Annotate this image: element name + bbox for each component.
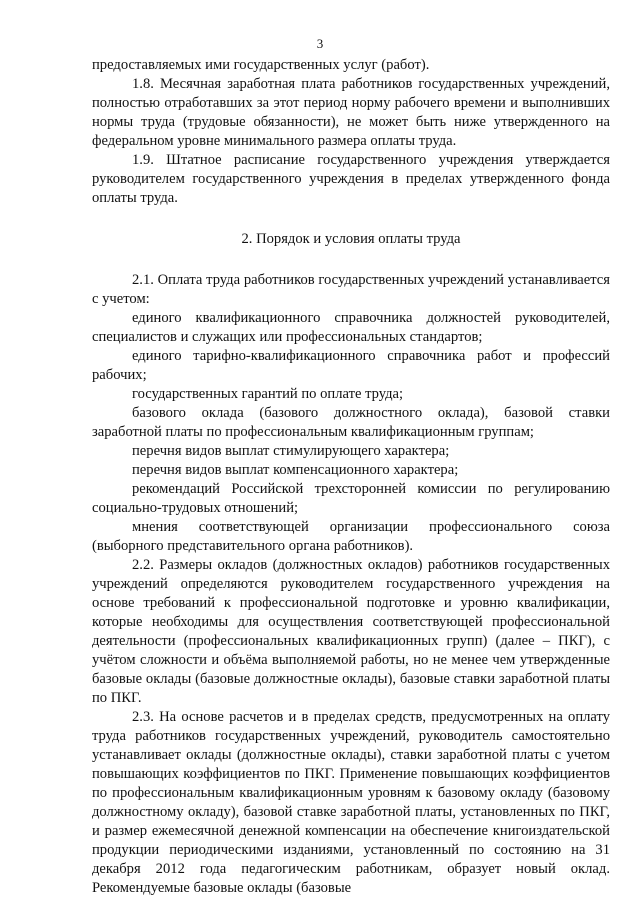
list-item: мнения соответствующей организации профессионального союза (выборного представительного органа работников). (92, 519, 610, 554)
list-item: перечня видов выплат стимулирующего характера; (132, 443, 450, 459)
list-item: рекомендаций Российской трехсторонней комиссии по регулированию социально-трудовых отношений; (92, 481, 610, 516)
paragraph: предоставляемых ими государственных услуг (работ). (92, 57, 430, 73)
paragraph-2-2: 2.2. Размеры окладов (должностных окладов) работников государственных учреждений определяются руководителем государственного учреждения на основе требований к профессиональной подготовке и уровню квалификации, которые необходимы для осуществления соответствующей профессиональной деятельности (профессиональных квалификационных групп) (далее – ПКГ), с учётом сложности и объёма выполняемой работы, но не менее чем утвержденные базовые оклады (базовые должностные оклады), базовые ставки заработной платы по ПКГ. (92, 557, 610, 706)
list-item: перечня видов выплат компенсационного характера; (132, 462, 459, 478)
document-body (92, 56, 610, 898)
list-item: единого тарифно-квалификационного справочника работ и профессий рабочих; (92, 348, 610, 383)
section-heading: 2. Порядок и условия оплаты труда (241, 231, 461, 247)
paragraph-2-1: 2.1. Оплата труда работников государственных учреждений устанавливается с учетом: (92, 272, 610, 307)
paragraph-2-3: 2.3. На основе расчетов и в пределах средств, предусмотренных на оплату труда работников государственных учреждений, руководитель самостоятельно устанавливает оклады (должностные оклады), ставки заработной платы с учетом повышающих коэффициентов по ПКГ. Применение повышающих коэффициентов по профессиональным квалификационным уровням к базовому окладу (базовому должностному окладу), базовой ставке заработной платы, установленных по ПКГ, и размер ежемесячной денежной компенсации на обеспечение книгоиздательской продукции периодическими изданиями, установленный по состоянию на 31 декабря 2012 года педагогическим работникам, образует новый оклад. Рекомендуемые базовые оклады (базовые (92, 709, 610, 896)
list-item: базового оклада (базового должностного оклада), базовой ставки заработной платы по профессиональным квалификационным группам; (92, 405, 610, 440)
paragraph-1-8: 1.8. Месячная заработная плата работников государственных учреждений, полностью отработавших за этот период норму рабочего времени и выполнивших нормы труда (трудовые обязанности), не может быть ниже утвержденного на федеральном уровне минимального размера оплаты труда. (92, 76, 610, 149)
page-number: 3 (316, 36, 324, 51)
list-item: единого квалификационного справочника должностей руководителей, специалистов и служащих или профессиональных стандартов; (92, 310, 610, 345)
paragraph-1-9: 1.9. Штатное расписание государственного учреждения утверждается руководителем государственного учреждения в пределах утвержденного фонда оплаты труда. (92, 152, 610, 206)
list-item: государственных гарантий по оплате труда; (132, 386, 404, 402)
